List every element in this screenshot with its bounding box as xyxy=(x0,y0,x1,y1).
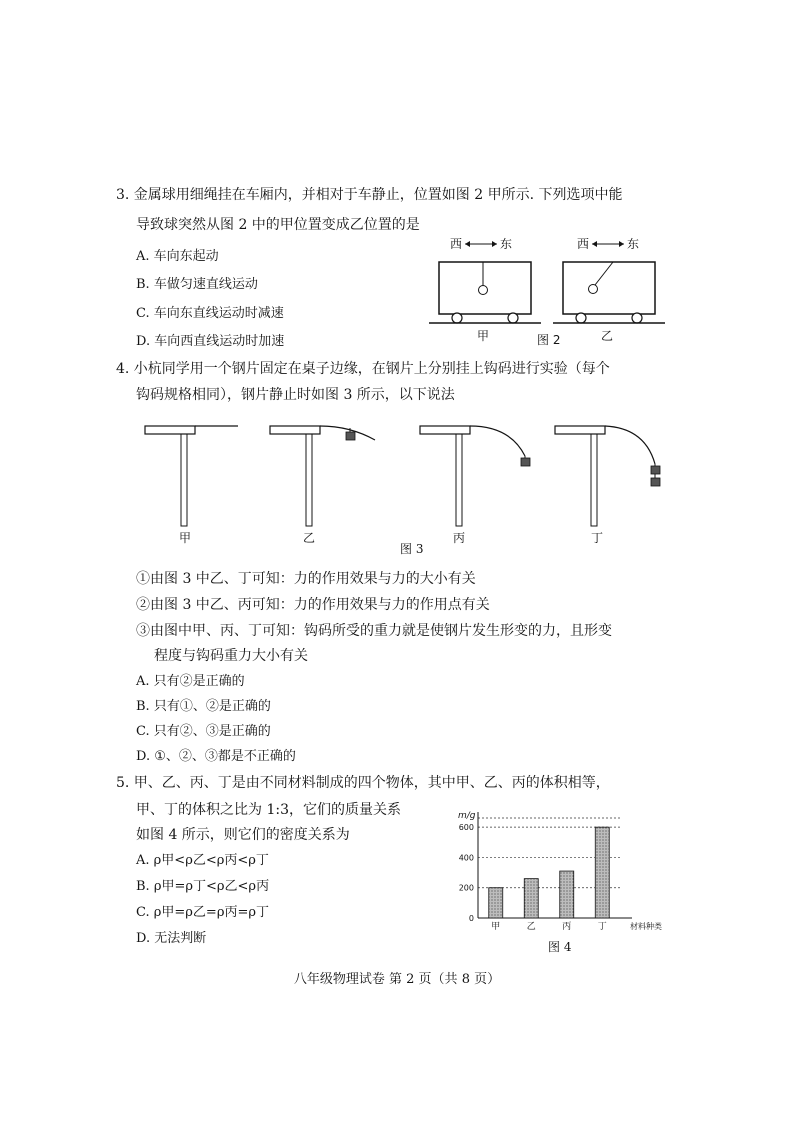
q3-option-b: B. 车做匀速直线运动 xyxy=(136,277,258,292)
chart-bar-0 xyxy=(489,888,503,918)
q4-stem-line2: 钩码规格相同），钢片静止时如图 3 所示，以下说法 xyxy=(136,387,455,403)
chart-y-tick-label: 600 xyxy=(458,823,474,833)
chart-bar-3 xyxy=(595,827,609,918)
fig3-label-bing: 丙 xyxy=(453,531,466,545)
chart-bar-1 xyxy=(524,879,538,918)
q4-statement-3-cont: 程度与钩码重力大小有关 xyxy=(154,648,308,664)
chart-x-tick-label: 乙 xyxy=(526,922,536,932)
fig2-label-jia: 甲 xyxy=(477,329,490,343)
q3-option-c: C. 车向东直线运动时减速 xyxy=(136,306,284,321)
q4-statement-2: ②由图 3 中乙、丙可知：力的作用效果与力的作用点有关 xyxy=(136,597,490,613)
q4-option-a: A. 只有②是正确的 xyxy=(136,674,245,689)
q4-statement-1: ①由图 3 中乙、丁可知：力的作用效果与力的大小有关 xyxy=(136,571,476,587)
fig3-label-ding: 丁 xyxy=(591,531,604,545)
q3-stem-line2: 导致球突然从图 2 中的甲位置变成乙位置的是 xyxy=(136,217,420,233)
figure-4-chart xyxy=(440,800,675,950)
q5-stem-line3: 如图 4 所示，则它们的密度关系为 xyxy=(136,827,350,843)
fig2-label-yi: 乙 xyxy=(601,329,614,343)
car-yi-ball xyxy=(589,285,598,294)
q3-option-a: A. 车向东起动 xyxy=(136,249,219,264)
fig3-caption: 图 3 xyxy=(400,542,424,556)
q5-option-a: A. ρ甲<ρ乙<ρ丙<ρ丁 xyxy=(136,853,269,868)
q3-option-d: D. 车向西直线运动时加速 xyxy=(136,334,285,349)
q3-stem-line1: 3. 金属球用细绳挂在车厢内，并相对于车静止，位置如图 2 甲所示. 下列选项中能 xyxy=(116,187,623,203)
chart-y-tick-label: 400 xyxy=(458,853,474,863)
chart-x-tick-label: 丙 xyxy=(562,922,572,932)
hook-weight-yi xyxy=(346,432,355,440)
figure-2 xyxy=(425,232,675,357)
page-footer: 八年级物理试卷 第 2 页（共 8 页） xyxy=(293,972,501,987)
car-yi-string xyxy=(595,262,613,285)
figure-3 xyxy=(135,418,675,558)
chart-x-tick-label: 丁 xyxy=(597,922,607,932)
chart-x-tick-label: 甲 xyxy=(491,922,501,932)
q4-stem-line1: 4. 小杭同学用一个钢片固定在桌子边缘，在钢片上分别挂上钩码进行实验（每个 xyxy=(116,361,610,377)
car-yi-body xyxy=(563,262,655,314)
fig2-west-label-b: 西 xyxy=(577,237,590,251)
fig3-bing xyxy=(420,426,530,545)
chart-y-label: m/g xyxy=(458,811,476,821)
chart-y-tick-label: 200 xyxy=(458,883,474,893)
car-yi-wheel-left xyxy=(576,313,586,323)
hook-weight-bing xyxy=(521,458,530,466)
q4-statement-3: ③由图中甲、丙、丁可知：钩码所受的重力就是使钢片发生形变的力，且形变 xyxy=(136,623,612,639)
chart-bar-2 xyxy=(560,871,574,918)
chart-y-tick-label: 0 xyxy=(468,914,474,923)
q5-stem-line1: 5. 甲、乙、丙、丁是由不同材料制成的四个物体，其中甲、乙、丙的体积相等， xyxy=(116,775,610,791)
q4-option-c: C. 只有②、③是正确的 xyxy=(136,724,271,739)
hook-weight-ding-2 xyxy=(651,478,660,486)
car-yi-wheel-right xyxy=(632,313,642,323)
fig3-label-jia: 甲 xyxy=(179,531,192,545)
fig4-caption: 图 4 xyxy=(548,940,572,954)
chart-x-label: 材料种类 xyxy=(630,922,662,931)
q5-option-d: D. 无法判断 xyxy=(136,931,207,946)
fig2-east-label-a: 东 xyxy=(500,237,513,251)
q4-option-d: D. ①、②、③都是不正确的 xyxy=(136,749,296,764)
q5-stem-line2: 甲、丁的体积之比为 1:3，它们的质量关系 xyxy=(136,802,401,818)
fig3-yi xyxy=(270,426,375,545)
q5-option-b: B. ρ甲=ρ丁<ρ乙<ρ丙 xyxy=(136,879,270,894)
q4-option-b: B. 只有①、②是正确的 xyxy=(136,699,271,714)
q5-option-c: C. ρ甲=ρ乙=ρ丙=ρ丁 xyxy=(136,905,269,920)
car-jia-wheel-right xyxy=(508,313,518,323)
fig3-label-yi: 乙 xyxy=(303,531,316,545)
fig2-west-label-a: 西 xyxy=(450,237,463,251)
car-jia-ball xyxy=(479,286,488,295)
fig3-jia xyxy=(145,426,238,545)
fig2-east-label-b: 东 xyxy=(627,237,640,251)
fig3-ding xyxy=(555,426,660,545)
fig2-caption: 图 2 xyxy=(537,333,561,347)
hook-weight-ding-1 xyxy=(651,466,660,474)
car-jia-wheel-left xyxy=(452,313,462,323)
